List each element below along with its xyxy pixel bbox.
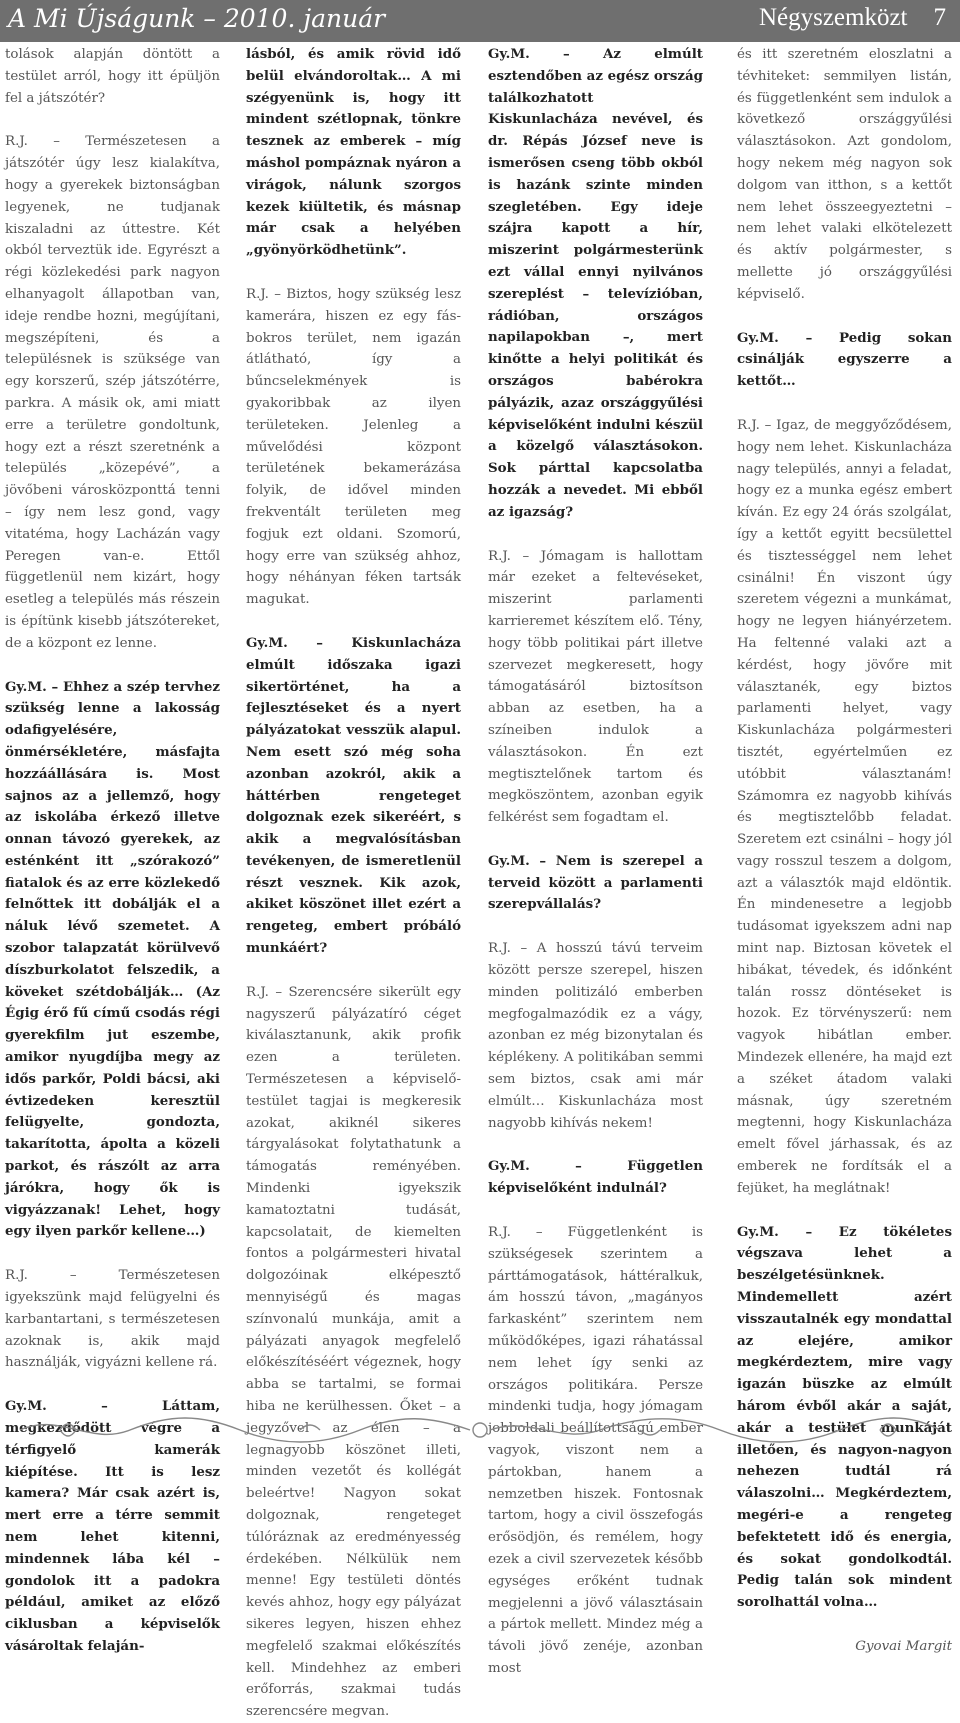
interview-answer: R.J. – Biztos, hogy szükség lesz kamerára, hiszen ez egy fás-bokros terület, nem igazán átlátható, így a bűncselekmények is gyakoribbak az ilyen területeken. Jelenleg a művelődési központ területének bekamerázása folyik, de idővel minden frekventált területen meg fogjuk ezt oldani. Szomorú, hogy erre van szükség ahhoz, hogy néhányan féken tartsák magukat.: [246, 286, 461, 608]
author-signature: Gyovai Margit: [855, 1638, 952, 1654]
interview-answer: R.J. – Természetesen a játszótér úgy lesz kialakítva, hogy a gyerekek biztonságban legyenek, ne tudjanak kiszaladni az úttestre. Két okból terveztük ide. Egyrészt a régi közlekedési park nagyon elhanyagolt állapotban van, ideje rendbe hozni, megújítani, megszépíteni, és a településnek is szüksége van egy korszerű, szép játszótérre, parkra. A másik ok, ami miatt erre a területre gondoltunk, hogy ezt a részt szeretnénk a település „közepévé”, a jövőbeni városközponttá tenni – így nem lesz gond, vagy vitatéma, hogy Lacházán vagy Peregen van-e. Ettől függetlenül nem kizárt, hogy esetleg a település más részein is építünk kisebb játszótereket, de a központ ez lenne.: [5, 134, 220, 651]
interview-question: Gy.M. – Nem is szerepel a terveid között a parlamenti szerepvállalás?: [488, 852, 703, 913]
interview-answer: és itt szeretném eloszlatni a tévhiteket: semmilyen listán, és függetlenként sem indulok a következő országgyűlési választásokon. Azt gondolom, hogy nekem még nagyon sok dolgom van itthon, s a kettőt nem lehet összeegyeztetni – nem lehet valaki elkötelezett és aktív polgármester, s mellette jó országgyűlési képviselő.: [737, 47, 952, 302]
text-column-4: [737, 44, 952, 1654]
interview-question: Gy.M. – Kiskunlacháza elmúlt időszaka igazi sikertörténet, ha a fejlesztéseket és a nyert pályázatokat vesszük alapul. Nem esett szó még soha azonban azokról, akik a háttérben rengeteget dolgoznak ezek sikeréért, s akik a megvalósításban tevékenyen, de ismeretlenül részt vesznek. Kik azok, akiket köszönet illet ezért a rengeteg, embert próbáló munkáért?: [246, 634, 461, 957]
interview-answer: R.J. – Igaz, de meggyőződésem, hogy nem lehet. Kiskunlacháza nagy település, annyi a feladat, hogy ez a munka egész embert kíván. Ez egy 24 órás szolgálat, így a kettőt egyitt becsülettel és tisztességgel nem lehet csinálni! Én viszont úgy szeretem végezni a munkámat, hogy ne legyen hiányérzetem. Ha feltenné valaki azt a kérdést, hogy jövőre mit választanék, egy biztos parlamenti helyet, vagy Kiskunlacháza polgármesteri tisztét, egyértelműen ez utóbbit választanám! Számomra ez nagyobb kihívás és megtisztelőbb feladat. Szeretem ezt csinálni – hogy jól vagy rosszul teszem a dolgom, azt a választók majd eldöntik. Én mindenesetre a legjobb tudásomat igyekszem adni nap mint nap. Biztosan követek el hibákat, tévedek, és időnként talán rossz döntéseket is hozok. Ez törvényszerű: nem vagyok hibátlan ember. Mindezek ellenére, ha majd ezt a széket átadom valaki másnak, úgy szeretném megtenni, hogy Kiskunlacháza emelt fővel járhassak, és az emberek ne fordítsák el a fejüket, ha meglátnak!: [737, 417, 952, 1196]
ornamental-divider: [0, 1410, 960, 1449]
text-column-1: [5, 44, 220, 1654]
interview-question: Gy.M. – Láttam, megkezdődött végre a térfigyelő kamerák kiépítése. Itt is lesz kamera? Már csak azért is, mert erre a térre semmit nem lehet kitenni, mindennek lába kél – gondolok itt a padokra például, amiket az előző ciklusban a képviselők vásároltak felaján-: [5, 1398, 220, 1654]
interview-answer: R.J. – A hosszú távú terveim között persze szerepel, hiszen minden politizáló emberben megfogalmazódik ez a vágy, azonban ez még bizonytalan és képlékeny. A politikában semmi sem biztos, csak ami már elmúlt… Kiskunlacháza most nagyobb kihívás nekem!: [488, 941, 703, 1131]
interview-answer: R.J. – Függetlenként is szükségesek szerintem a párttámogatások, háttéralkuk, ám hosszú távon, „magányos farkasként” szerintem nem működőképes, igazi ráhatással nem lehet így senki az országos politikára. Persze mindenki tudja, hogy jómagam jobboldali beállítottságú ember vagyok, viszont nem a pártokban, hanem a nemzetben hiszek. Fontosnak tartom, hogy a civil összefogás erősödjön, és remélem, hogy ezek a civil szervezetek később egységes erőként tudnak megjelenni a jövő választásain a pártok mellett. Mindez még a távoli jövő zenéje, azonban most: [488, 1225, 703, 1676]
interview-question: Gy.M. – Az elmúlt esztendőben az egész ország találkozhatott Kiskunlacháza nevével, és dr. Répás József neve is ismerősen cseng több okból is hazánk szinte minden szegletében. Egy ideje szájra kapott a hír, miszerint polgármesterünk ezt vállal ennyi nyilvános szereplést – televízióban, rádióban, országos napilapokban –, mert kinőtte a helyi politikát és országos babérokra pályázik, azaz országgyűlési képviselőként indulni készül a közelgő választásokon. Sok párttal kapcsolatba hozzák a nevedet. Mi ebből az igazság?: [488, 46, 703, 520]
text-column-2: [246, 44, 461, 1720]
section-name: Négyszemközt: [758, 4, 908, 31]
text-column-3: [488, 44, 703, 1676]
interview-answer: R.J. – Jómagam is hallottam már ezeket a feltevéseket, miszerint parlamenti karrieremet készítem elő. Tény, hogy több politikai párt illetve szervezet megkeresett, hogy támogatásáról biztosítson abban az esetben, ha a színeiben indulok a választásokon. Én ezt megtisztelőnek tartom és megköszöntem, azonban egyik felkérést sem fogadtam el.: [488, 548, 703, 826]
interview-question: Gy.M. – Független képviselőként indulnál?: [488, 1158, 703, 1197]
interview-answer: tolások alapján döntött a testület arról, hogy itt épüljön fel a játszótér?: [5, 47, 220, 106]
interview-answer: R.J. – Szerencsére sikerült egy nagyszerű pályázatíró céget kiválasztanunk, akik profik ezen a területen. Természetesen a képviselő-testület tagjai is megkeresik azokat, akiknél sikeres tárgyalásokat folytathatunk a támogatás reményében. Mindenki igyekszik kamatoztatni tudását, kapcsolatait, de kiemelten fontos a polgármesteri hivatal dolgozóinak elképesztő mennyiségű és magas színvonalú munkája, amit a pályázati anyagok megfelelő előkészítéséért végeznek, hogy abba se tartalmi, se formai hiba ne kerülhessen. Őket – a jegyzővel az élen – a legnagyobb köszönet illeti, minden vezetőt és kollégát beleértve! Nagyon sokat dolgoznak, rengeteget túlóráznak az eredményesség érdekében. Nélkülük nem menne! Egy testületi döntés kevés ahhoz, hogy egy pályázat sikeres legyen, hiszen ehhez megfelelő szakmai előkészítés kell. Mindehhez az emberi erőforrás, szakmai tudás szerencsére megvan.: [246, 984, 461, 1720]
interview-question: Gy.M. – Pedig sokan csinálják egyszerre a kettőt…: [737, 329, 952, 390]
section-heading: [759, 4, 946, 32]
interview-question: Gy.M. – Ehhez a szép tervhez szükség lenne a lakosság odafigyelésére, önmérsékletére, másfajta hozzáállására is. Most sajnos az a jellemző, hogy az iskolába érkező illetve onnan távozó gyerekek, az esténként itt „szórakozó” fiatalok és az erre közlekedő felnőttek itt dobálják el a náluk lévő szemetet. A szobor talapzatát körülvevő díszburkolatot felszedik, a köveket szétdobálják… (Az Égig érő fű című csodás régi gyerekfilm jut eszembe, amikor nyugdíjba megy az idős parkőr, Poldi bácsi, aki évtizedeken keresztül felügyelte, gondozta, takarította, ápolta a közeli parkot, és rászólt az arra járókra, hogy ők is vigyázzanak! Lehet, hogy egy ilyen parkőr kellene…): [5, 678, 220, 1240]
newspaper-title: A Mi Újságunk – 2010. január: [8, 4, 386, 33]
interview-question: lásból, és amik rövid idő belül elvándoroltak… A mi szégyenünk is, hogy itt mindent szétlopnak, tönkre tesznek az emberek – míg máshol pompáznak nyáron a virágok, nálunk szorgos kezek kiültetik, és másnap már csak a helyében „gyönyörködhetünk”.: [246, 46, 461, 259]
interview-question: Gy.M. – Ez tökéletes végszava lehet a beszélgetésünknek. Mindemellett azért visszautalnék egy mondattal az elejére, amikor megkérdeztem, mire vagy igazán büszke az elmúlt három évből akár a saját, akár a testület munkáját illetően, és nagyon-nagyon nehezen tudtál rá válaszolni… Megkérdeztem, megéri-e a rengeteg befektetett idő és energia, és sokat gondolkodtál. Pedig talán sok mindent sorolhattál volna…: [737, 1223, 952, 1611]
page-header: [0, 0, 960, 42]
interview-answer: R.J. – Természetesen igyekszünk majd felügyelni és karbantartani, s természetesen azoknak is, akik majd használják, vigyázni kellene rá.: [5, 1268, 220, 1371]
page-number: 7: [933, 4, 946, 31]
